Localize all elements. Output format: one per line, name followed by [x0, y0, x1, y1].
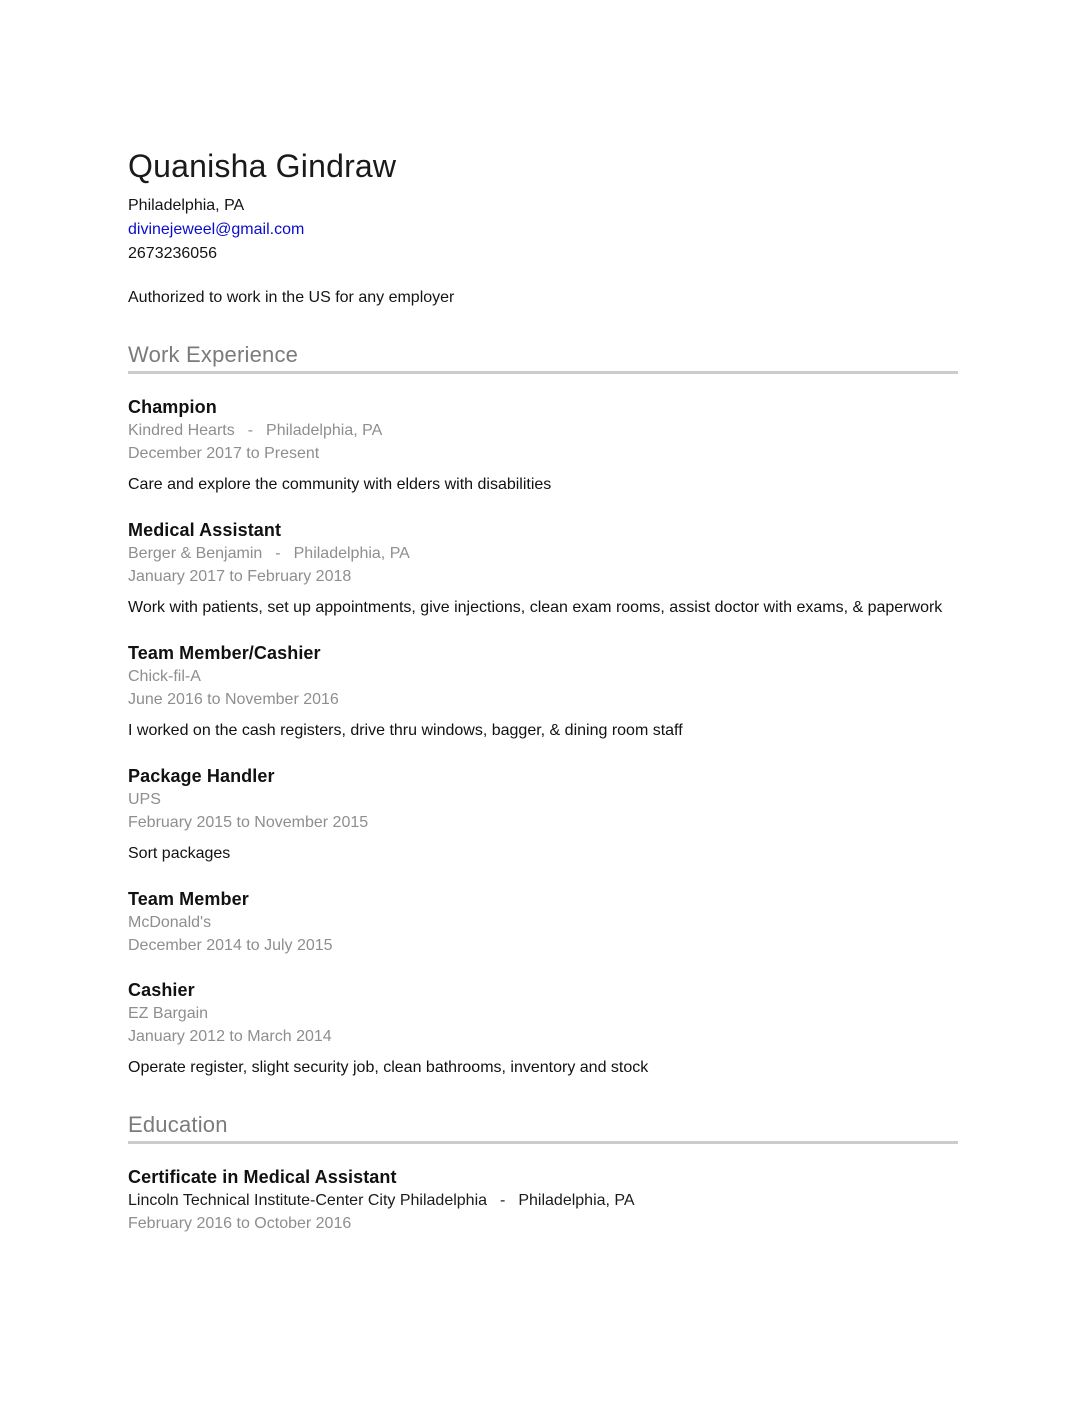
job-dates: December 2014 to July 2015 [128, 937, 333, 954]
job-company: McDonald's [128, 914, 212, 931]
job-title: Champion [128, 397, 217, 417]
education-dates: February 2016 to October 2016 [128, 1215, 352, 1232]
job-company-line [128, 665, 958, 688]
job-entry [128, 978, 958, 1080]
education-school: Lincoln Technical Institute-Center City Philadelphia [128, 1192, 488, 1209]
company-location-separator: - [247, 422, 254, 439]
job-entry [128, 764, 958, 866]
job-description: Operate register, slight security job, clean bathrooms, inventory and stock [128, 1059, 649, 1076]
job-entry [128, 887, 958, 957]
job-company: UPS [128, 791, 161, 808]
company-location-separator: - [275, 545, 281, 562]
candidate-location: Philadelphia, PA [128, 197, 245, 214]
education-degree: Certificate in Medical Assistant [128, 1167, 397, 1187]
resume-header [128, 147, 958, 310]
email-link[interactable]: divinejeweel@gmail.com [128, 221, 305, 238]
job-entry [128, 641, 958, 743]
job-entry [128, 395, 958, 497]
job-dates: June 2016 to November 2016 [128, 691, 339, 708]
candidate-name: Quanisha Gindraw [128, 148, 397, 184]
school-location-separator: - [500, 1192, 506, 1209]
education-entry [128, 1165, 958, 1235]
job-dates: December 2017 to Present [128, 445, 320, 462]
job-company: Kindred Hearts [128, 422, 235, 439]
job-company-line [128, 542, 958, 565]
education-school-line [128, 1189, 958, 1212]
job-title: Package Handler [128, 766, 275, 786]
job-company-line [128, 788, 958, 811]
job-company-line [128, 911, 958, 934]
job-company: EZ Bargain [128, 1005, 209, 1022]
section-divider [128, 371, 958, 374]
section-title-education: Education [128, 1112, 228, 1137]
job-entry [128, 518, 958, 620]
education-section [128, 1112, 958, 1235]
job-company: Berger & Benjamin [128, 545, 263, 562]
work-experience-section [128, 342, 958, 1080]
candidate-email-line [128, 218, 958, 242]
job-location: Philadelphia, PA [266, 422, 383, 439]
job-description: Sort packages [128, 845, 231, 862]
job-dates: February 2015 to November 2015 [128, 814, 369, 831]
job-dates: January 2017 to February 2018 [128, 568, 352, 585]
job-description: Work with patients, set up appointments, give injections, clean exam rooms, assist doctor with exams, & paperwork [128, 599, 943, 616]
job-title: Medical Assistant [128, 520, 282, 540]
education-location: Philadelphia, PA [518, 1192, 635, 1209]
work-authorization: Authorized to work in the US for any employer [128, 289, 455, 306]
job-description: Care and explore the community with elders with disabilities [128, 476, 552, 493]
job-description: I worked on the cash registers, drive thru windows, bagger, & dining room staff [128, 722, 683, 739]
candidate-phone: 2673236056 [128, 245, 217, 262]
job-dates: January 2012 to March 2014 [128, 1028, 332, 1045]
job-company-line [128, 1002, 958, 1025]
job-company: Chick-fil-A [128, 668, 201, 685]
section-divider [128, 1141, 958, 1144]
section-title-work-experience: Work Experience [128, 342, 299, 367]
job-location: Philadelphia, PA [293, 545, 410, 562]
job-title: Team Member [128, 889, 249, 909]
job-title: Team Member/Cashier [128, 643, 321, 663]
job-title: Cashier [128, 980, 195, 1000]
job-company-line [128, 419, 958, 442]
